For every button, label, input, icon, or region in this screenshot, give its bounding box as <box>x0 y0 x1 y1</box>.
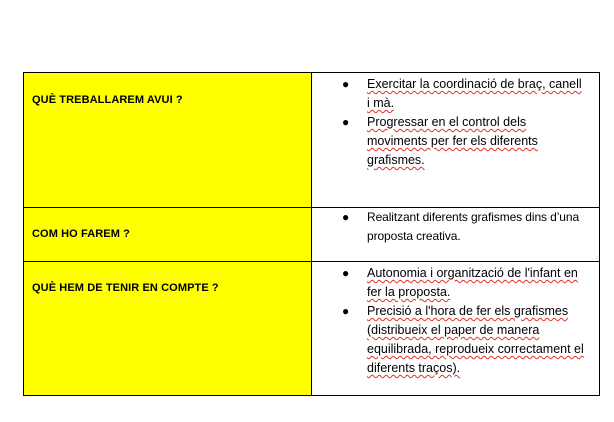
content-cell-what <box>312 73 600 208</box>
list-item <box>312 113 599 170</box>
bullet-text: Autonomia i organització de l'infant en fer la proposta. <box>367 266 578 299</box>
bullet-list <box>312 208 599 246</box>
row-label: QUÈ TREBALLAREM AVUI ? <box>32 94 183 106</box>
bullet-icon: ● <box>342 77 350 91</box>
label-cell-what <box>24 73 312 208</box>
bullet-icon: ● <box>342 266 350 280</box>
content-cell-consider <box>312 262 600 396</box>
row-label: QUÈ HEM DE TENIR EN COMPTE ? <box>32 282 219 294</box>
bullet-icon: ● <box>342 304 350 318</box>
content-cell-how <box>312 208 600 262</box>
bullet-list <box>312 262 599 378</box>
table-row <box>24 73 600 208</box>
table-row <box>24 208 600 262</box>
row-label: COM HO FAREM ? <box>32 228 130 240</box>
label-cell-how <box>24 208 312 262</box>
label-cell-consider <box>24 262 312 396</box>
table-row <box>24 262 600 396</box>
bullet-text: Progressar en el control dels moviments per fer els diferents grafismes. <box>367 115 538 167</box>
list-item <box>312 264 599 302</box>
list-item <box>312 208 599 246</box>
list-item <box>312 75 599 113</box>
lesson-plan-table <box>23 72 600 396</box>
bullet-text: Precisió a l'hora de fer els grafismes (distribueix el paper de manera equilibrada, reprodueix correctament el diferents traços). <box>367 304 584 375</box>
bullet-icon: ● <box>342 210 350 224</box>
bullet-list <box>312 73 599 170</box>
list-item <box>312 302 599 378</box>
bullet-icon: ● <box>342 115 350 129</box>
bullet-text: Realitzant diferents grafismes dins d’una proposta creativa. <box>367 210 580 243</box>
bullet-text: Exercitar la coordinació de braç, canell i mà. <box>367 77 582 110</box>
